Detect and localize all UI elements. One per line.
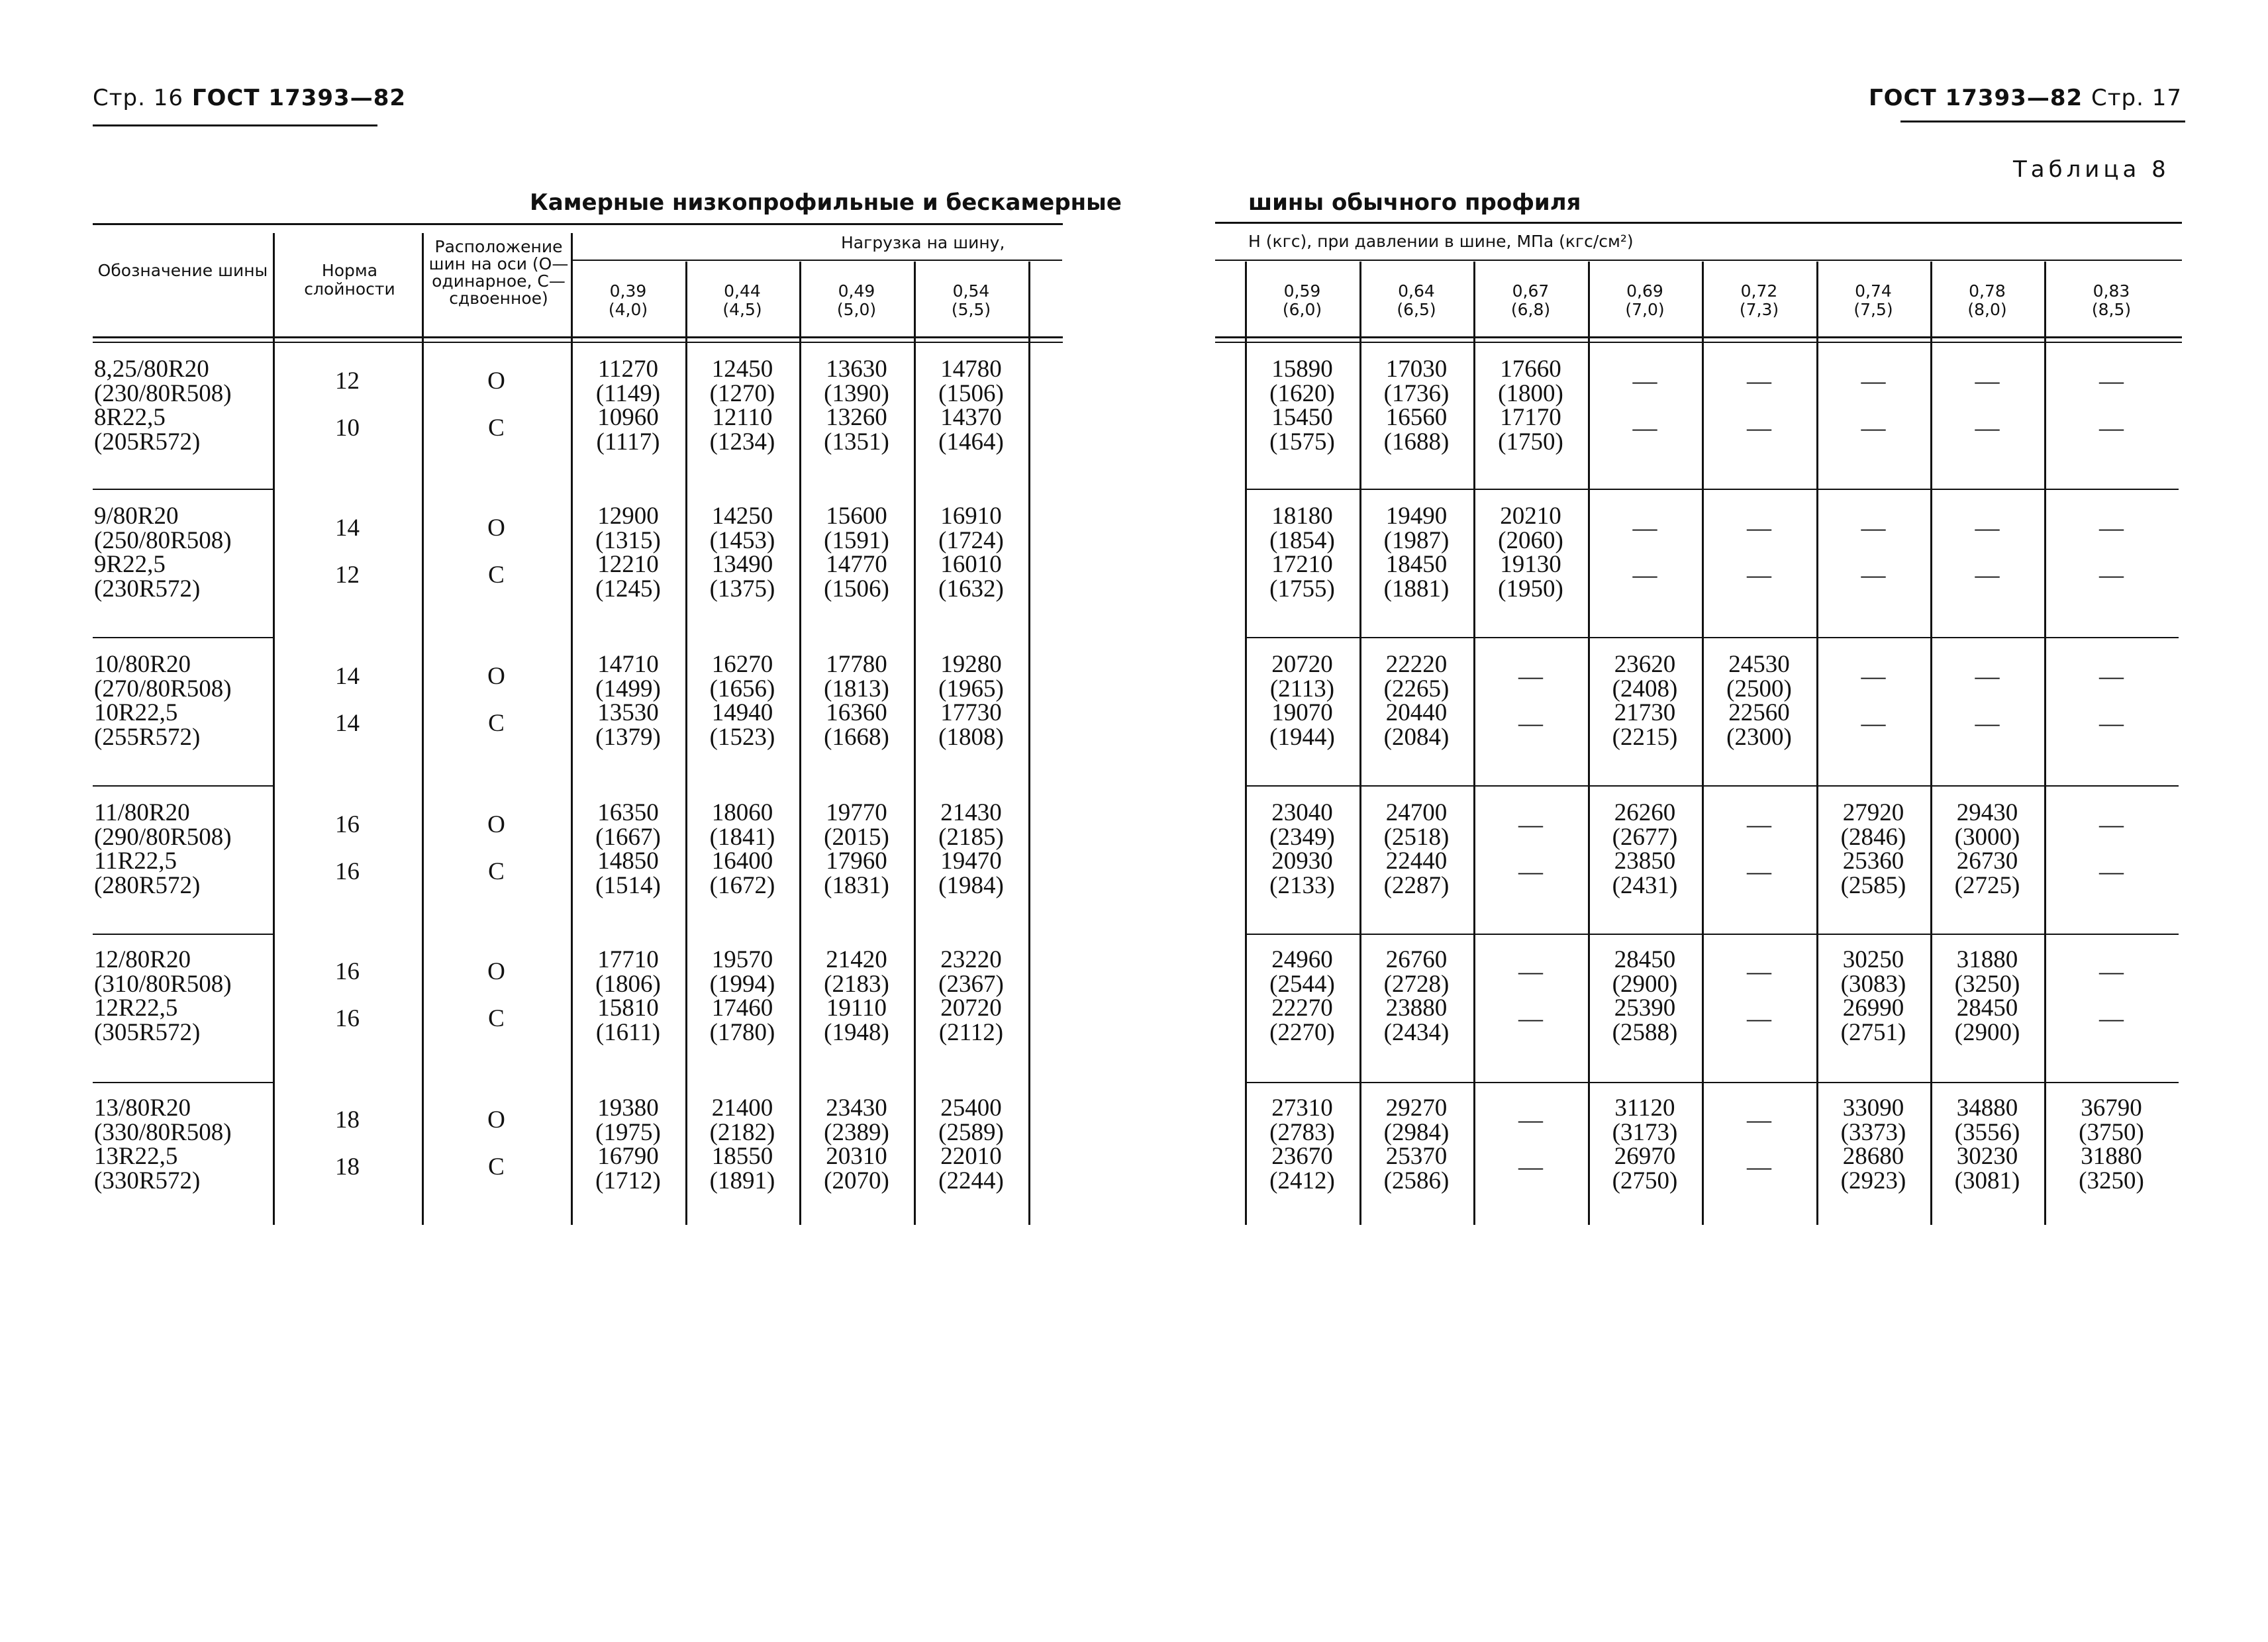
load-value: 36790 (3750) 31880 (3250): [2079, 1094, 2144, 1194]
load-value: — —: [1747, 811, 1771, 885]
row-separator: [93, 637, 273, 638]
load-value: — —: [2099, 367, 2124, 442]
left-standard-title: ГОСТ 17393—82: [191, 85, 407, 111]
load-value: 20720 (2113) 19070 (1944): [1269, 651, 1335, 751]
row-separator-right: [1245, 934, 2179, 935]
load-value: — —: [1518, 1106, 1543, 1181]
load-value: 14710 (1499) 13530 (1379): [595, 651, 661, 751]
tire-designation: 13/80R20 (330/80R508) 13R22,5 (330R572): [94, 1094, 232, 1194]
pressure-header: 0,67 (6,8): [1510, 281, 1551, 319]
load-value: — —: [1632, 367, 1657, 442]
right-standard-title: ГОСТ 17393—82: [1868, 85, 2083, 111]
load-value: 29270 (2984) 25370 (2586): [1383, 1094, 1450, 1194]
load-value: 12900 (1315) 12210 (1245): [595, 503, 661, 603]
load-value: — —: [1518, 663, 1543, 737]
ply-rating: 16 16: [335, 811, 360, 885]
load-value: 21420 (2183) 19110 (1948): [824, 946, 889, 1046]
load-value: 29430 (3000) 26730 (2725): [1954, 799, 2020, 899]
load-value: 27920 (2846) 25360 (2585): [1840, 799, 1906, 899]
row-separator: [93, 785, 273, 787]
load-value: 27310 (2783) 23670 (2412): [1269, 1094, 1335, 1194]
load-value: — —: [1747, 367, 1771, 442]
load-value: 34880 (3556) 30230 (3081): [1954, 1094, 2020, 1194]
load-value: — —: [1861, 514, 1886, 589]
load-subrule-right: [1215, 260, 2182, 261]
row-separator-right: [1245, 637, 2179, 638]
row-separator: [93, 934, 273, 935]
pressure-header: 0,72 (7,3): [1739, 281, 1779, 319]
load-value: 24530 (2500) 22560 (2300): [1726, 651, 1792, 751]
row-separator: [93, 489, 273, 490]
tire-designation: 12/80R20 (310/80R508) 12R22,5 (305R572): [94, 946, 232, 1046]
row-separator-right: [1245, 489, 2179, 490]
load-value: 19490 (1987) 18450 (1881): [1383, 503, 1450, 603]
header-placement: Расположение шин на оси (О—одинарное, С—сдвоенное): [428, 237, 569, 308]
pressure-header: 0,59 (6,0): [1282, 281, 1322, 319]
table-caption-right: шины обычного профиля: [1248, 189, 1581, 216]
ply-rating: 12 10: [335, 367, 360, 442]
load-subrule: [571, 260, 1062, 261]
load-value: 15890 (1620) 15450 (1575): [1269, 356, 1335, 456]
table-top-rule: [93, 223, 1063, 225]
header-bottom-rule: [93, 336, 1063, 338]
load-value: 16270 (1656) 14940 (1523): [709, 651, 775, 751]
header-load-left: Нагрузка на шину,: [841, 233, 1005, 252]
tire-designation: 9/80R20 (250/80R508) 9R22,5 (230R572): [94, 503, 232, 603]
load-value: 31880 (3250) 28450 (2900): [1954, 946, 2020, 1046]
ply-rating: 18 18: [335, 1106, 360, 1181]
load-value: 18180 (1854) 17210 (1755): [1269, 503, 1335, 603]
load-value: 11270 (1149) 10960 (1117): [595, 356, 661, 456]
pressure-header: 0,39 (4,0): [608, 281, 648, 319]
placement: О С: [487, 811, 505, 885]
pressure-header: 0,78 (8,0): [1967, 281, 2007, 319]
load-value: 13630 (1390) 13260 (1351): [824, 356, 889, 456]
load-value: — —: [1518, 811, 1543, 885]
load-value: 16910 (1724) 16010 (1632): [938, 503, 1004, 603]
load-value: 15600 (1591) 14770 (1506): [824, 503, 889, 603]
load-value: 21400 (2182) 18550 (1891): [709, 1094, 775, 1194]
load-value: 22220 (2265) 20440 (2084): [1383, 651, 1450, 751]
table-caption-left: Камерные низкопрофильные и бескамерные: [530, 189, 1122, 216]
ply-rating: 16 16: [335, 958, 360, 1032]
load-value: 30250 (3083) 26990 (2751): [1840, 946, 1906, 1046]
load-value: — —: [2099, 514, 2124, 589]
left-page-number: Стр. 16: [93, 85, 184, 111]
load-value: 23430 (2389) 20310 (2070): [824, 1094, 889, 1194]
load-value: 28450 (2900) 25390 (2588): [1612, 946, 1678, 1046]
row-separator-right: [1245, 785, 2179, 787]
pressure-header: 0,74 (7,5): [1853, 281, 1893, 319]
load-value: 20210 (2060) 19130 (1950): [1498, 503, 1563, 603]
load-value: — —: [1747, 1106, 1771, 1181]
load-value: 19380 (1975) 16790 (1712): [595, 1094, 661, 1194]
load-value: — —: [1861, 367, 1886, 442]
load-value: 16350 (1667) 14850 (1514): [595, 799, 661, 899]
ply-rating: 14 12: [335, 514, 360, 589]
load-value: 24700 (2518) 22440 (2287): [1383, 799, 1450, 899]
header-load-right: Н (кгс), при давлении в шине, МПа (кгс/см²): [1248, 232, 1634, 251]
tire-designation: 8,25/80R20 (230/80R508) 8R22,5 (205R572): [94, 356, 232, 456]
table-number: Таблица 8: [2013, 156, 2170, 183]
load-value: 17780 (1813) 16360 (1668): [824, 651, 889, 751]
right-header-rule: [1900, 121, 2185, 122]
load-value: 12450 (1270) 12110 (1234): [709, 356, 775, 456]
pressure-header: 0,69 (7,0): [1625, 281, 1665, 319]
load-value: 19570 (1994) 17460 (1780): [709, 946, 775, 1046]
left-header-rule: [93, 124, 377, 126]
header-bottom-rule-2: [93, 342, 1063, 343]
load-value: — —: [2099, 811, 2124, 885]
load-value: 23040 (2349) 20930 (2133): [1269, 799, 1335, 899]
load-value: — —: [2099, 663, 2124, 737]
load-value: 17660 (1800) 17170 (1750): [1498, 356, 1563, 456]
table-top-rule-right: [1215, 222, 2182, 224]
load-value: 19770 (2015) 17960 (1831): [824, 799, 889, 899]
load-value: 21430 (2185) 19470 (1984): [938, 799, 1004, 899]
load-value: 24960 (2544) 22270 (2270): [1269, 946, 1335, 1046]
load-value: — —: [1518, 958, 1543, 1032]
right-page-header: [1869, 85, 2182, 111]
load-value: — —: [1975, 514, 2000, 589]
placement: О С: [487, 367, 505, 442]
pressure-header: 0,49 (5,0): [836, 281, 877, 319]
pressure-header: 0,54 (5,5): [951, 281, 991, 319]
load-value: 17710 (1806) 15810 (1611): [595, 946, 661, 1046]
load-value: 23220 (2367) 20720 (2112): [938, 946, 1004, 1046]
load-value: 19280 (1965) 17730 (1808): [938, 651, 1004, 751]
row-separator-right: [1245, 1082, 2179, 1083]
load-value: — —: [1632, 514, 1657, 589]
placement: О С: [487, 1106, 505, 1181]
load-value: — —: [1975, 663, 2000, 737]
load-value: — —: [1747, 958, 1771, 1032]
ply-rating: 14 14: [335, 663, 360, 737]
right-page-number: Стр. 17: [2091, 85, 2182, 111]
load-value: 33090 (3373) 28680 (2923): [1840, 1094, 1906, 1194]
left-page-header: [93, 85, 406, 111]
tire-designation: 10/80R20 (270/80R508) 10R22,5 (255R572): [94, 651, 232, 751]
load-value: 25400 (2589) 22010 (2244): [938, 1094, 1004, 1194]
load-value: 23620 (2408) 21730 (2215): [1612, 651, 1678, 751]
placement: О С: [487, 663, 505, 737]
pressure-header: 0,83 (8,5): [2091, 281, 2132, 319]
load-value: 18060 (1841) 16400 (1672): [709, 799, 775, 899]
load-value: 14250 (1453) 13490 (1375): [709, 503, 775, 603]
load-value: — —: [2099, 958, 2124, 1032]
load-value: 17030 (1736) 16560 (1688): [1383, 356, 1450, 456]
header-designation: Обозначение шины: [97, 261, 268, 280]
pressure-header: 0,64 (6,5): [1397, 281, 1436, 319]
placement: О С: [487, 514, 505, 589]
header-ply-rating: Норма слойности: [304, 261, 395, 299]
column-divider: [1028, 262, 1030, 1225]
load-value: — —: [1747, 514, 1771, 589]
load-value: 14780 (1506) 14370 (1464): [938, 356, 1004, 456]
tire-designation: 11/80R20 (290/80R508) 11R22,5 (280R572): [94, 799, 232, 899]
row-separator: [93, 1082, 273, 1083]
load-value: 26760 (2728) 23880 (2434): [1383, 946, 1450, 1046]
load-value: — —: [1861, 663, 1886, 737]
placement: О С: [487, 958, 505, 1032]
pressure-header: 0,44 (4,5): [722, 281, 762, 319]
load-value: 31120 (3173) 26970 (2750): [1612, 1094, 1678, 1194]
load-value: 26260 (2677) 23850 (2431): [1612, 799, 1678, 899]
load-value: — —: [1975, 367, 2000, 442]
